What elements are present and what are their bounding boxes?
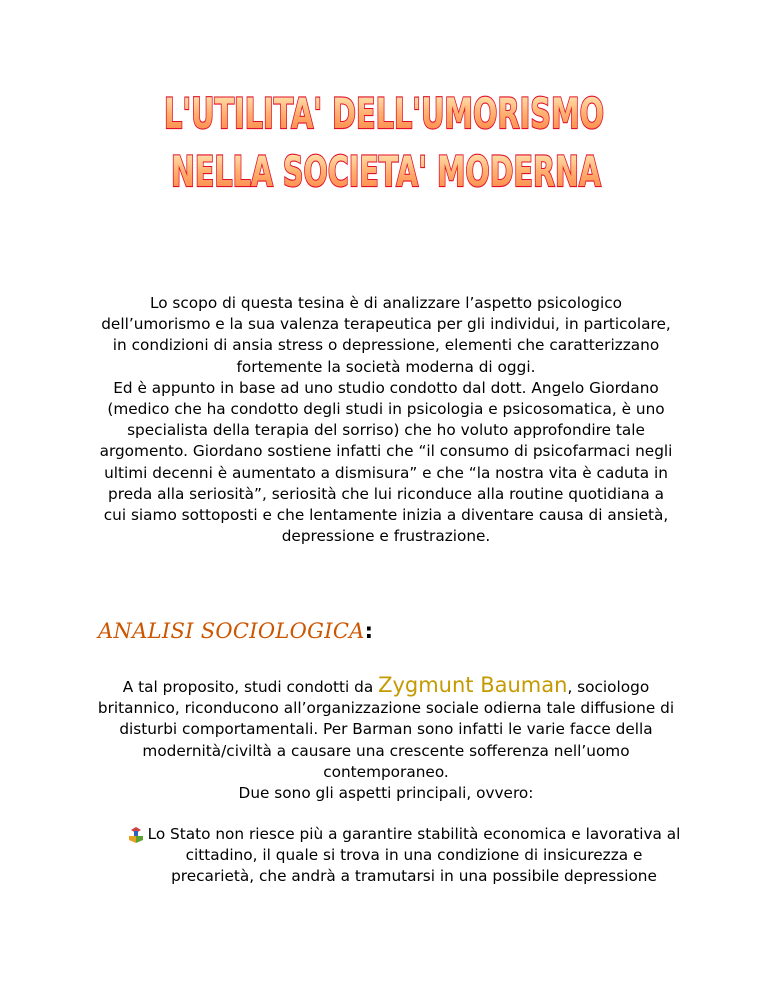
intro-paragraph-1: Lo scopo di questa tesina è di analizzare l’aspetto psicologico dell’umorismo e la sua valenza terapeutica per gli individui, in particolare, in condizioni di ansia stress o depressione, elementi che caratterizzano fortemente la società moderna di oggi.	[101, 294, 671, 376]
section-paragraph-2: Due sono gli aspetti principali, ovvero:	[238, 784, 534, 803]
list-item-text: Lo Stato non riesce più a garantire stabilità economica e lavorativa al cittadino, il quale si trova in una condizione di insicurezza e precarietà, che andrà a tramutarsi in una possibile depressione	[147, 825, 681, 886]
intro-paragraph-2: Ed è appunto in base ad uno studio condotto dal dott. Angelo Giordano (medico che ha condotto degli studi in psicologia e psicosomatica, è uno specialista della terapia del sorriso) che ho voluto approfondire tale argomento. Giordano sostiene infatti che “il consumo di psicofarmaci negli ultimi decenni è aumentato a dismisura” e che “la nostra vita è caduta in preda alla seriosità”, seriosità che lui riconduce alla routine quotidiana a cui siamo sottoposti e che lentamente inizia a diventare causa di ansietà, depressione e frustrazione.	[99, 378, 673, 546]
arrow-bullet-icon	[128, 827, 144, 843]
author-name: Zygmunt Bauman	[378, 673, 568, 697]
section-heading-text: ANALISI SOCIOLOGICA	[98, 619, 365, 643]
wordart-title	[0, 88, 768, 198]
title-line-1: L'UTILITA' DELL'UMORISMO	[164, 89, 604, 138]
section-body	[96, 675, 676, 804]
section-heading	[98, 619, 373, 643]
list-item	[128, 824, 688, 888]
section-paragraph-1-start: A tal proposito, studi condotti da	[122, 678, 379, 696]
intro-text	[96, 293, 676, 547]
section-paragraph-1-end: , sociologo britannico, riconducono all’organizzazione sociale odierna tale diffusione di disturbi comportamentali. Per Barman sono infatti le varie facce della modernità/civiltà a causare una crescente sofferenza nell’uomo contemporaneo.	[97, 678, 675, 781]
section-heading-colon: :	[364, 619, 374, 643]
section-paragraph-1	[96, 675, 676, 783]
title-line-2: NELLA SOCIETA' MODERNA	[171, 147, 602, 196]
